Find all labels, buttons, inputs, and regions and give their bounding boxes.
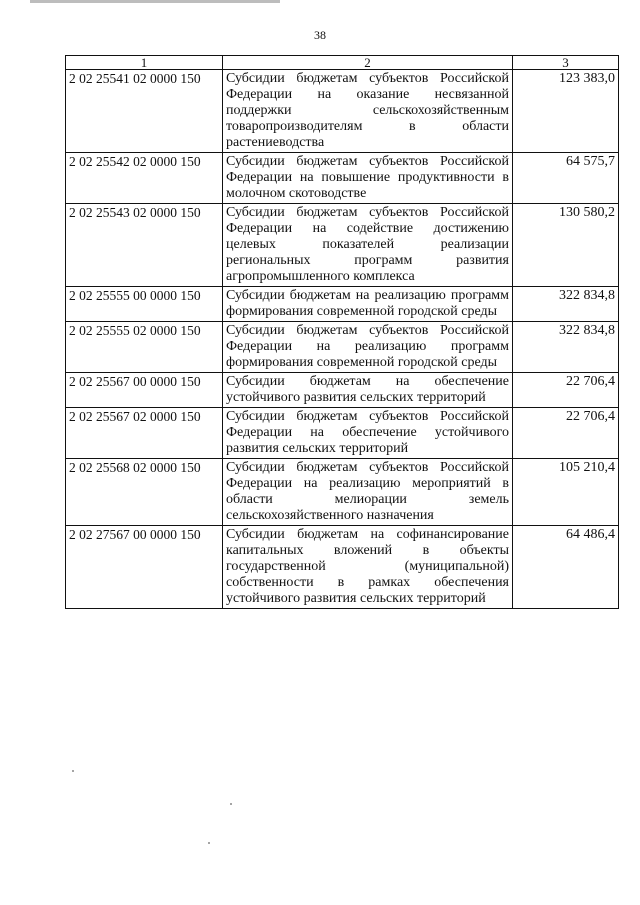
table-body bbox=[66, 70, 619, 609]
budget-amount: 130 580,2 bbox=[513, 204, 619, 287]
budget-code: 2 02 25543 02 0000 150 bbox=[66, 204, 223, 287]
header-col-3: 3 bbox=[513, 56, 619, 70]
budget-code: 2 02 25555 00 0000 150 bbox=[66, 287, 223, 322]
budget-amount: 22 706,4 bbox=[513, 408, 619, 459]
budget-code: 2 02 25567 00 0000 150 bbox=[66, 373, 223, 408]
table-row bbox=[66, 204, 619, 287]
scan-artifact-strip bbox=[30, 0, 280, 3]
table-row bbox=[66, 322, 619, 373]
table-header bbox=[66, 56, 619, 70]
budget-description: Субсидии бюджетам на обеспечение устойчивого развития сельских территорий bbox=[223, 373, 513, 408]
table-row bbox=[66, 526, 619, 609]
budget-table bbox=[65, 55, 619, 609]
scan-speck bbox=[72, 770, 74, 772]
budget-amount: 22 706,4 bbox=[513, 373, 619, 408]
budget-code: 2 02 25542 02 0000 150 bbox=[66, 153, 223, 204]
scan-speck bbox=[208, 842, 210, 844]
budget-description: Субсидии бюджетам субъектов Российской Федерации на содействие достижению целевых показателей реализации региональных программ развития агропромышленного комплекса bbox=[223, 204, 513, 287]
budget-description: Субсидии бюджетам субъектов Российской Федерации на повышение продуктивности в молочном скотоводстве bbox=[223, 153, 513, 204]
header-row bbox=[66, 56, 619, 70]
table-row bbox=[66, 287, 619, 322]
budget-code: 2 02 25541 02 0000 150 bbox=[66, 70, 223, 153]
budget-code: 2 02 27567 00 0000 150 bbox=[66, 526, 223, 609]
budget-description: Субсидии бюджетам субъектов Российской Федерации на оказание несвязанной поддержки сельскохозяйственным товаропроизводителям в области растениеводства bbox=[223, 70, 513, 153]
scan-speck bbox=[230, 803, 232, 805]
budget-code: 2 02 25568 02 0000 150 bbox=[66, 459, 223, 526]
budget-amount: 64 486,4 bbox=[513, 526, 619, 609]
budget-amount: 123 383,0 bbox=[513, 70, 619, 153]
table-row bbox=[66, 408, 619, 459]
header-col-2: 2 bbox=[223, 56, 513, 70]
budget-amount: 64 575,7 bbox=[513, 153, 619, 204]
table-row bbox=[66, 70, 619, 153]
budget-amount: 322 834,8 bbox=[513, 287, 619, 322]
budget-description: Субсидии бюджетам на софинансирование капитальных вложений в объекты государственной (муниципальной) собственности в рамках обеспечения устойчивого развития сельских территорий bbox=[223, 526, 513, 609]
header-col-1: 1 bbox=[66, 56, 223, 70]
budget-code: 2 02 25555 02 0000 150 bbox=[66, 322, 223, 373]
table-row bbox=[66, 153, 619, 204]
table-row bbox=[66, 373, 619, 408]
budget-amount: 322 834,8 bbox=[513, 322, 619, 373]
budget-description: Субсидии бюджетам субъектов Российской Федерации на реализацию программ формирования современной городской среды bbox=[223, 322, 513, 373]
budget-amount: 105 210,4 bbox=[513, 459, 619, 526]
budget-code: 2 02 25567 02 0000 150 bbox=[66, 408, 223, 459]
budget-description: Субсидии бюджетам субъектов Российской Федерации на реализацию мероприятий в области мелиорации земель сельскохозяйственного назначения bbox=[223, 459, 513, 526]
budget-description: Субсидии бюджетам на реализацию программ формирования современной городской среды bbox=[223, 287, 513, 322]
table-row bbox=[66, 459, 619, 526]
budget-description: Субсидии бюджетам субъектов Российской Федерации на обеспечение устойчивого развития сельских территорий bbox=[223, 408, 513, 459]
page-number: 38 bbox=[314, 28, 326, 42]
